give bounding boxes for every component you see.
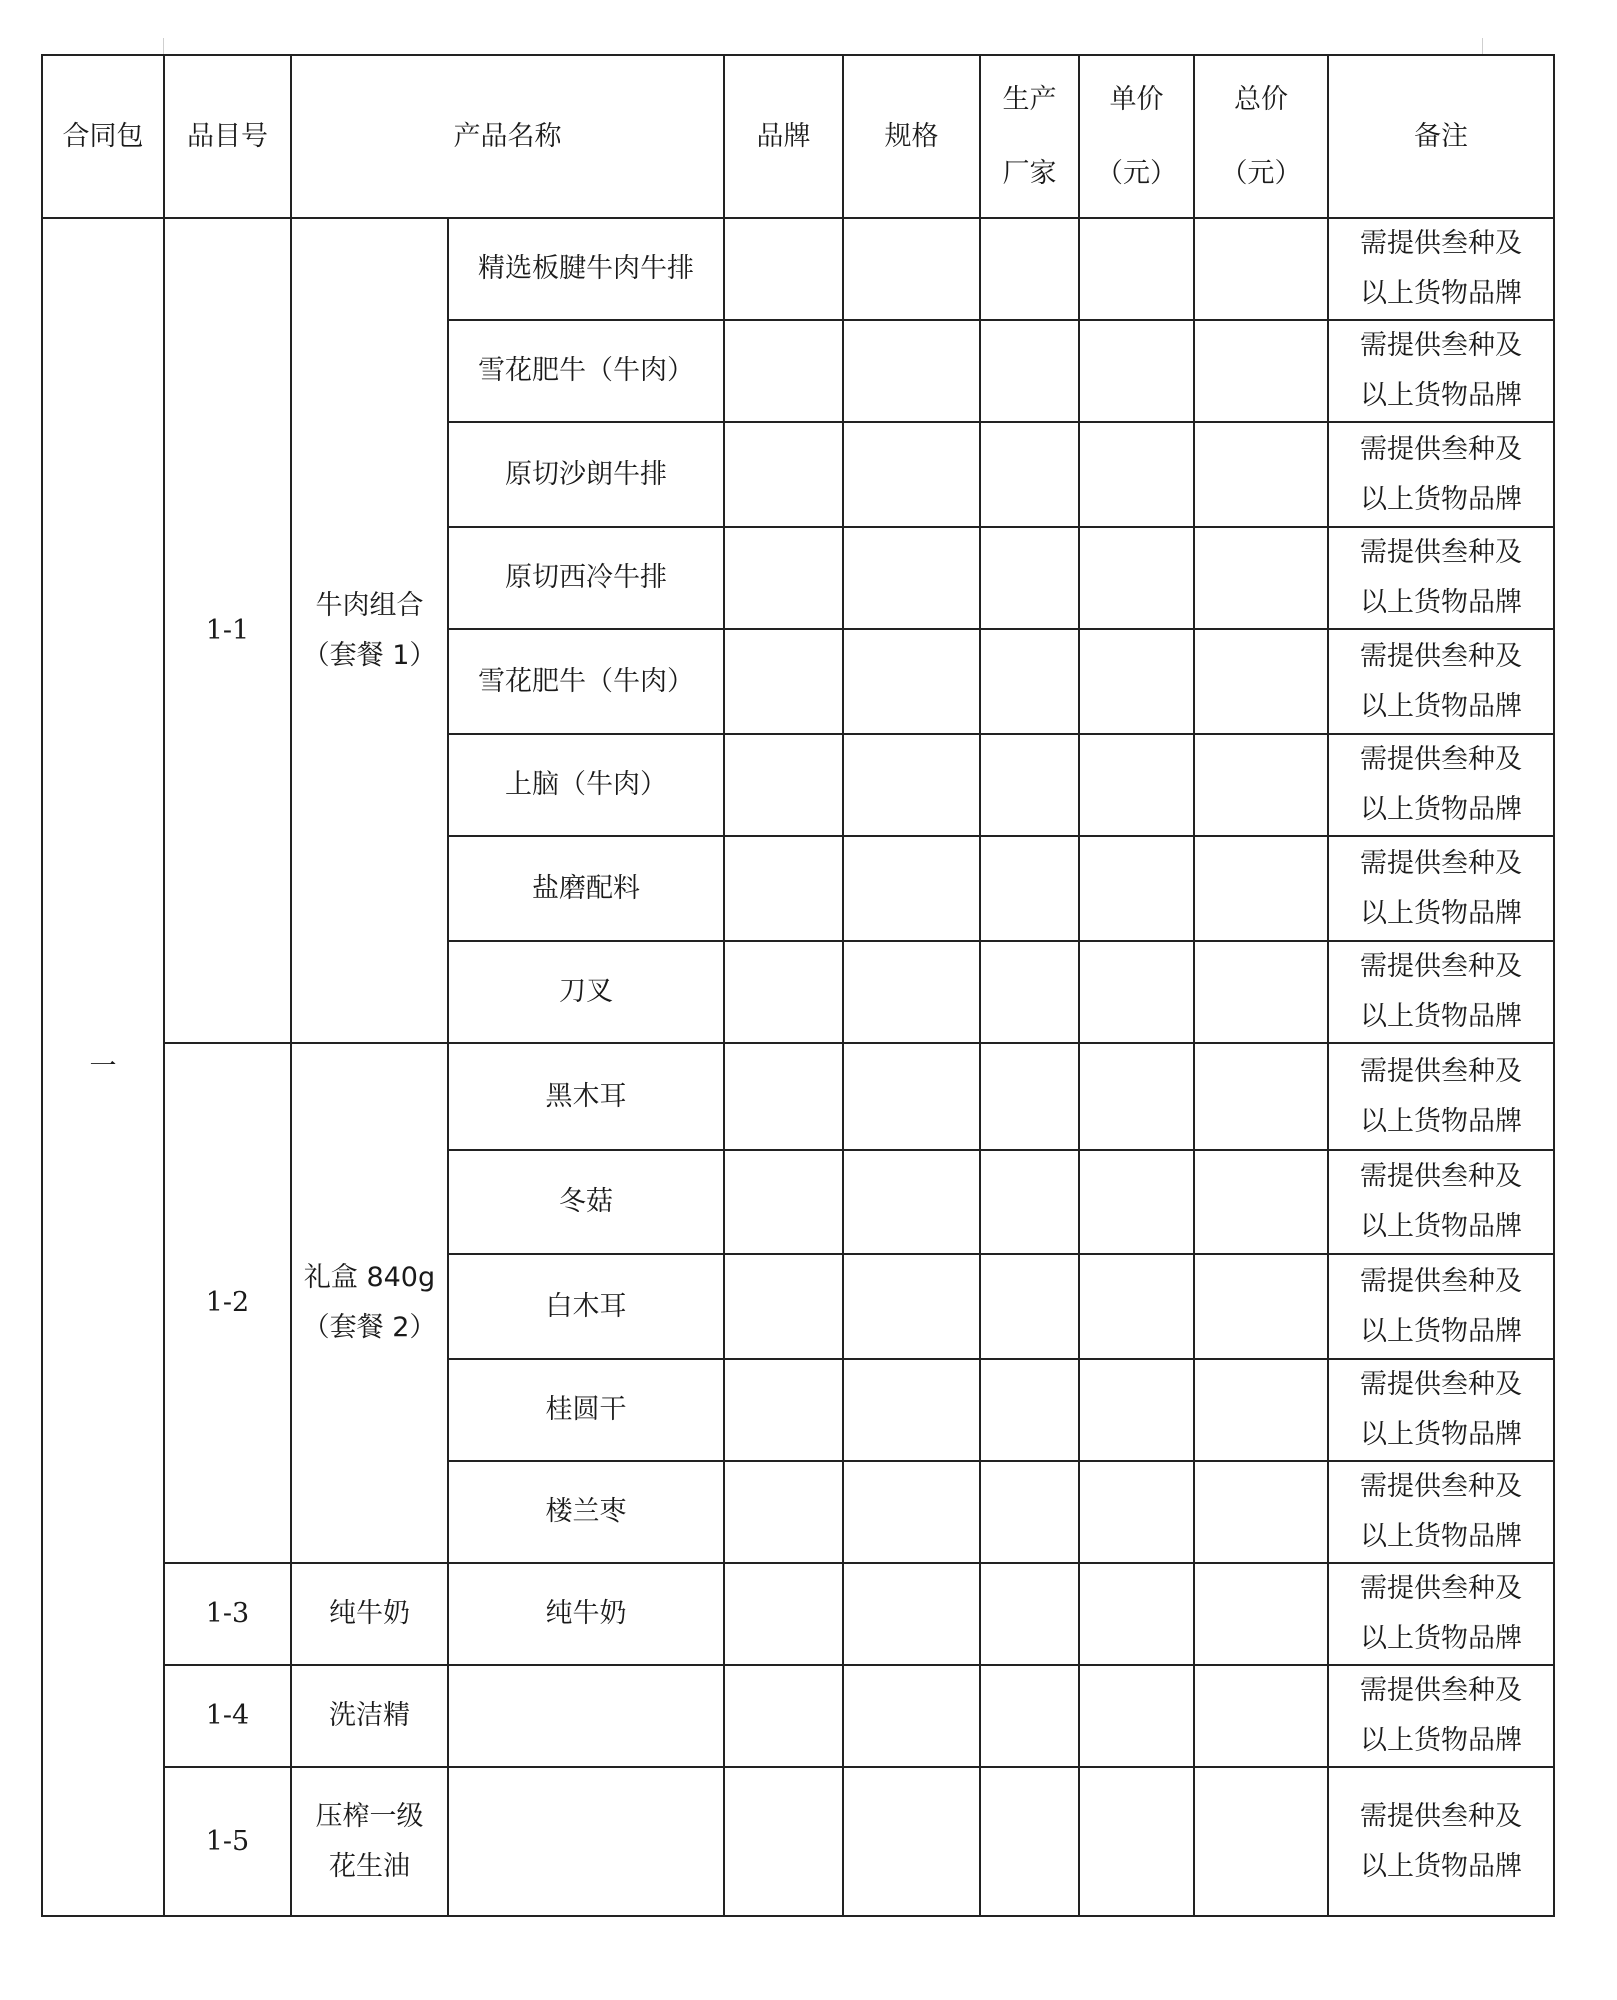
remark-cell: [1328, 422, 1554, 527]
brand-cell: [724, 527, 843, 629]
item-no-cell: 1-3: [164, 1563, 291, 1665]
total-price-cell: [1194, 320, 1328, 422]
product-name-cell: 白木耳: [448, 1254, 724, 1359]
group-name-line2: 花生油: [329, 1850, 410, 1882]
remark-cell: [1328, 1665, 1554, 1767]
product-name-cell: 上脑（牛肉）: [448, 734, 724, 836]
remark-cell: [1328, 218, 1554, 320]
product-spec-table: [41, 54, 1555, 1917]
manufacturer-cell: [980, 836, 1079, 941]
spec-cell: [843, 1461, 980, 1563]
remark-line1: 需提供叁种及: [1360, 1471, 1522, 1502]
spec-cell: [843, 1043, 980, 1150]
remark-line1: 需提供叁种及: [1360, 1573, 1522, 1604]
product-name-cell: 刀叉: [448, 941, 724, 1043]
brand-cell: [724, 1043, 843, 1150]
group-name-line2: （套餐 1）: [302, 639, 437, 671]
product-name-cell: 盐磨配料: [448, 836, 724, 941]
remark-line1: 需提供叁种及: [1360, 1675, 1522, 1706]
remark-line1: 需提供叁种及: [1360, 1055, 1522, 1087]
manufacturer-cell: [980, 320, 1079, 422]
spec-cell: [843, 1563, 980, 1665]
remark-line1: 需提供叁种及: [1360, 1800, 1522, 1832]
remark-line2: 以上货物品牌: [1360, 897, 1522, 929]
unit-price-cell: [1079, 1461, 1194, 1563]
header-unit-price-line1: 单价: [1109, 83, 1164, 115]
group-name-line1: 压榨一级: [315, 1800, 424, 1832]
group-name-cell: [291, 1043, 448, 1563]
manufacturer-cell: [980, 1043, 1079, 1150]
header-manufacturer: [980, 55, 1079, 218]
spec-cell: [843, 527, 980, 629]
manufacturer-cell: [980, 1767, 1079, 1916]
remark-line1: 需提供叁种及: [1360, 330, 1522, 361]
remark-cell: [1328, 320, 1554, 422]
remark-line1: 需提供叁种及: [1360, 951, 1522, 982]
product-name-cell: 原切西冷牛排: [448, 527, 724, 629]
total-price-cell: [1194, 422, 1328, 527]
spec-cell: [843, 1767, 980, 1916]
remark-cell: [1328, 836, 1554, 941]
total-price-cell: [1194, 941, 1328, 1043]
total-price-cell: [1194, 218, 1328, 320]
total-price-cell: [1194, 527, 1328, 629]
total-price-cell: [1194, 1767, 1328, 1916]
table-row: [42, 1767, 1554, 1916]
product-name-cell: 原切沙朗牛排: [448, 422, 724, 527]
remark-line2: 以上货物品牌: [1360, 1001, 1522, 1032]
remark-line2: 以上货物品牌: [1360, 1725, 1522, 1756]
remark-cell: [1328, 527, 1554, 629]
manufacturer-cell: [980, 734, 1079, 836]
brand-cell: [724, 320, 843, 422]
manufacturer-cell: [980, 1461, 1079, 1563]
table-row: [42, 1043, 1554, 1150]
total-price-cell: [1194, 836, 1328, 941]
spec-cell: [843, 629, 980, 734]
total-price-cell: [1194, 1359, 1328, 1461]
manufacturer-cell: [980, 629, 1079, 734]
remark-line2: 以上货物品牌: [1360, 380, 1522, 411]
header-total-price-line2: （元）: [1220, 157, 1302, 189]
spec-cell: [843, 1254, 980, 1359]
total-price-cell: [1194, 1665, 1328, 1767]
group-name-line1: 礼盒 840g: [303, 1262, 436, 1293]
product-name-cell: 雪花肥牛（牛肉）: [448, 320, 724, 422]
brand-cell: [724, 1461, 843, 1563]
header-manufacturer-line1: 生产: [1002, 83, 1057, 115]
total-price-cell: [1194, 1461, 1328, 1563]
brand-cell: [724, 734, 843, 836]
spec-cell: [843, 422, 980, 527]
header-item-no: 品目号: [164, 55, 291, 218]
brand-cell: [724, 218, 843, 320]
remark-cell: [1328, 941, 1554, 1043]
remark-cell: [1328, 1150, 1554, 1254]
remark-line2: 以上货物品牌: [1360, 1623, 1522, 1654]
group-name-cell: 纯牛奶: [291, 1563, 448, 1665]
remark-cell: [1328, 1461, 1554, 1563]
page-corner-mark-left: [163, 38, 164, 54]
total-price-cell: [1194, 1043, 1328, 1150]
brand-cell: [724, 1665, 843, 1767]
unit-price-cell: [1079, 1563, 1194, 1665]
unit-price-cell: [1079, 218, 1194, 320]
header-contract-package: 合同包: [42, 55, 164, 218]
spec-cell: [843, 1665, 980, 1767]
unit-price-cell: [1079, 527, 1194, 629]
remark-line1: 需提供叁种及: [1360, 640, 1522, 672]
remark-line2: 以上货物品牌: [1360, 1315, 1522, 1347]
remark-cell: [1328, 629, 1554, 734]
remark-line1: 需提供叁种及: [1360, 1265, 1522, 1297]
total-price-cell: [1194, 1563, 1328, 1665]
total-price-cell: [1194, 734, 1328, 836]
spec-cell: [843, 941, 980, 1043]
remark-cell: [1328, 1254, 1554, 1359]
remark-line1: 需提供叁种及: [1360, 1369, 1522, 1400]
spec-cell: [843, 1150, 980, 1254]
remark-line1: 需提供叁种及: [1360, 228, 1522, 259]
product-name-cell: 桂圆干: [448, 1359, 724, 1461]
manufacturer-cell: [980, 1254, 1079, 1359]
unit-price-cell: [1079, 320, 1194, 422]
unit-price-cell: [1079, 1043, 1194, 1150]
remark-line2: 以上货物品牌: [1360, 1850, 1522, 1882]
brand-cell: [724, 422, 843, 527]
manufacturer-cell: [980, 1150, 1079, 1254]
header-remark: 备注: [1328, 55, 1554, 218]
product-name-cell: [448, 1665, 724, 1767]
remark-line2: 以上货物品牌: [1360, 1105, 1522, 1137]
contract-package-cell: 一: [42, 218, 164, 1916]
product-name-cell: 冬菇: [448, 1150, 724, 1254]
item-no-cell: 1-5: [164, 1767, 291, 1916]
group-name-line2: （套餐 2）: [302, 1312, 437, 1343]
unit-price-cell: [1079, 629, 1194, 734]
remark-line1: 需提供叁种及: [1360, 433, 1522, 465]
product-name-cell: 纯牛奶: [448, 1563, 724, 1665]
remark-line2: 以上货物品牌: [1360, 1521, 1522, 1552]
remark-line2: 以上货物品牌: [1360, 483, 1522, 515]
remark-cell: [1328, 734, 1554, 836]
remark-line2: 以上货物品牌: [1360, 278, 1522, 309]
remark-line2: 以上货物品牌: [1360, 587, 1522, 618]
unit-price-cell: [1079, 1359, 1194, 1461]
item-no-cell: 1-4: [164, 1665, 291, 1767]
spec-cell: [843, 320, 980, 422]
brand-cell: [724, 1563, 843, 1665]
manufacturer-cell: [980, 941, 1079, 1043]
remark-cell: [1328, 1563, 1554, 1665]
product-name-cell: 楼兰枣: [448, 1461, 724, 1563]
total-price-cell: [1194, 1150, 1328, 1254]
table-row: [42, 1665, 1554, 1767]
remark-line1: 需提供叁种及: [1360, 847, 1522, 879]
group-name-cell: 洗洁精: [291, 1665, 448, 1767]
brand-cell: [724, 1150, 843, 1254]
remark-line2: 以上货物品牌: [1360, 690, 1522, 722]
unit-price-cell: [1079, 1665, 1194, 1767]
brand-cell: [724, 629, 843, 734]
header-product-name: 产品名称: [291, 55, 724, 218]
header-spec: 规格: [843, 55, 980, 218]
remark-line1: 需提供叁种及: [1360, 744, 1522, 775]
header-total-price-line1: 总价: [1234, 83, 1288, 115]
remark-line2: 以上货物品牌: [1360, 794, 1522, 825]
product-name-cell: 精选板腱牛肉牛排: [448, 218, 724, 320]
remark-cell: [1328, 1359, 1554, 1461]
unit-price-cell: [1079, 1150, 1194, 1254]
header-brand: 品牌: [724, 55, 843, 218]
header-unit-price-line2: （元）: [1096, 157, 1177, 189]
unit-price-cell: [1079, 422, 1194, 527]
spec-cell: [843, 1359, 980, 1461]
manufacturer-cell: [980, 218, 1079, 320]
group-name-cell: [291, 218, 448, 1043]
product-name-cell: 黑木耳: [448, 1043, 724, 1150]
brand-cell: [724, 1254, 843, 1359]
unit-price-cell: [1079, 734, 1194, 836]
remark-line2: 以上货物品牌: [1360, 1419, 1522, 1450]
brand-cell: [724, 941, 843, 1043]
manufacturer-cell: [980, 422, 1079, 527]
table-header-row: [42, 55, 1554, 218]
remark-line1: 需提供叁种及: [1360, 537, 1522, 568]
unit-price-cell: [1079, 1254, 1194, 1359]
group-name-cell: [291, 1767, 448, 1916]
remark-line1: 需提供叁种及: [1360, 1161, 1522, 1192]
table-row: [42, 1563, 1554, 1665]
unit-price-cell: [1079, 836, 1194, 941]
brand-cell: [724, 836, 843, 941]
spec-cell: [843, 734, 980, 836]
product-name-cell: [448, 1767, 724, 1916]
total-price-cell: [1194, 629, 1328, 734]
unit-price-cell: [1079, 1767, 1194, 1916]
brand-cell: [724, 1359, 843, 1461]
group-name-line1: 牛肉组合: [315, 589, 424, 621]
header-total-price: [1194, 55, 1328, 218]
header-unit-price: [1079, 55, 1194, 218]
manufacturer-cell: [980, 1665, 1079, 1767]
product-name-cell: 雪花肥牛（牛肉）: [448, 629, 724, 734]
remark-cell: [1328, 1767, 1554, 1916]
brand-cell: [724, 1767, 843, 1916]
table-row: [42, 218, 1554, 320]
remark-cell: [1328, 1043, 1554, 1150]
manufacturer-cell: [980, 527, 1079, 629]
remark-line2: 以上货物品牌: [1360, 1211, 1522, 1242]
manufacturer-cell: [980, 1359, 1079, 1461]
page-corner-mark-right: [1482, 38, 1483, 54]
spec-cell: [843, 218, 980, 320]
item-no-cell: 1-2: [164, 1043, 291, 1563]
unit-price-cell: [1079, 941, 1194, 1043]
header-manufacturer-line2: 厂家: [1002, 157, 1057, 189]
spec-cell: [843, 836, 980, 941]
item-no-cell: 1-1: [164, 218, 291, 1043]
total-price-cell: [1194, 1254, 1328, 1359]
manufacturer-cell: [980, 1563, 1079, 1665]
